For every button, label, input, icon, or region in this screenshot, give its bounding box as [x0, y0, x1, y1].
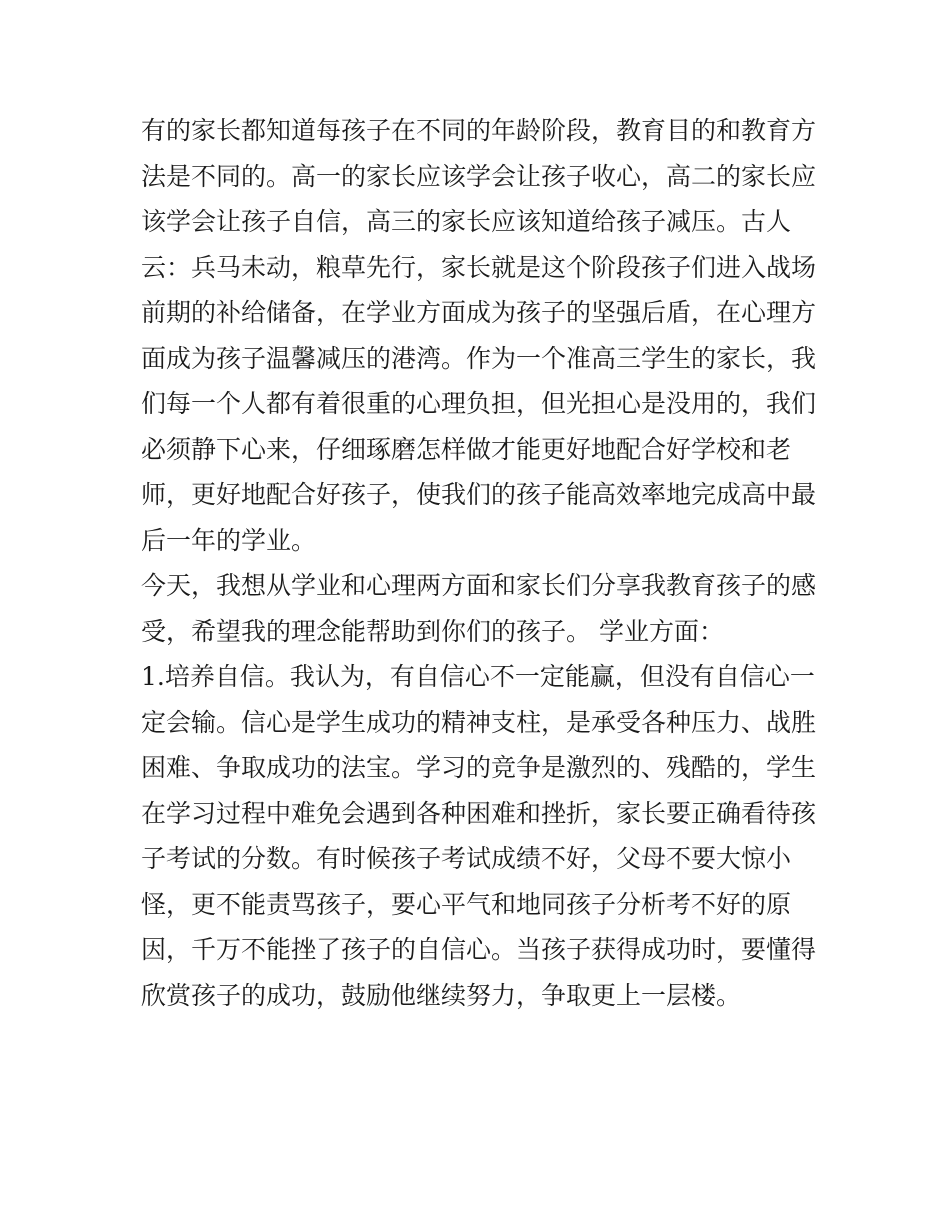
text-line: 困难、争取成功的法宝。学习的竞争是激烈的、残酷的，学生	[141, 753, 817, 782]
text-line: 法是不同的。高一的家长应该学会让孩子收心，高二的家长应	[141, 161, 817, 191]
text-line: 有的家长都知道每孩子在不同的年龄阶段，教育目的和教育方	[141, 116, 817, 145]
text-line: 欣赏孩子的成功，鼓励他继续努力，争取更上一层楼。	[141, 980, 742, 1010]
text-line: 因，千万不能挫了孩子的自信心。当孩子获得成功时，要懂得	[141, 935, 817, 964]
body-text	[141, 108, 821, 1018]
text-line: 定会输。信心是学生成功的精神支柱，是承受各种压力、战胜	[141, 707, 817, 737]
text-line: 们每一个人都有着很重的心理负担，但光担心是没用的，我们	[141, 389, 817, 418]
text-line: 子考试的分数。有时候孩子考试成绩不好，父母不要大惊小	[141, 844, 792, 873]
text-line: 后一年的学业。	[141, 525, 317, 555]
text-line: 在学习过程中难免会遇到各种困难和挫折，家长要正确看待孩	[141, 798, 817, 828]
text-line: 必须静下心来，仔细琢磨怎样做才能更好地配合好学校和老	[141, 434, 792, 464]
text-line: 师，更好地配合好孩子，使我们的孩子能高效率地完成高中最	[141, 480, 817, 509]
text-line: 面成为孩子温馨减压的港湾。作为一个准高三学生的家长，我	[141, 343, 817, 373]
text-line: 前期的补给储备，在学业方面成为孩子的坚强后盾，在心理方	[141, 298, 817, 327]
text-line: 1.培养自信。我认为，有自信心不一定能赢，但没有自信心一	[141, 662, 815, 691]
text-line: 该学会让孩子自信，高三的家长应该知道给孩子减压。古人	[141, 207, 792, 236]
text-line: 怪，更不能责骂孩子，要心平气和地同孩子分析考不好的原	[141, 889, 792, 919]
text-line: 云：兵马未动，粮草先行，家长就是这个阶段孩子们进入战场	[141, 252, 817, 282]
text-line: 受，希望我的理念能帮助到你们的孩子。 学业方面：	[141, 616, 724, 646]
text-line: 今天，我想从学业和心理两方面和家长们分享我教育孩子的感	[141, 571, 817, 600]
